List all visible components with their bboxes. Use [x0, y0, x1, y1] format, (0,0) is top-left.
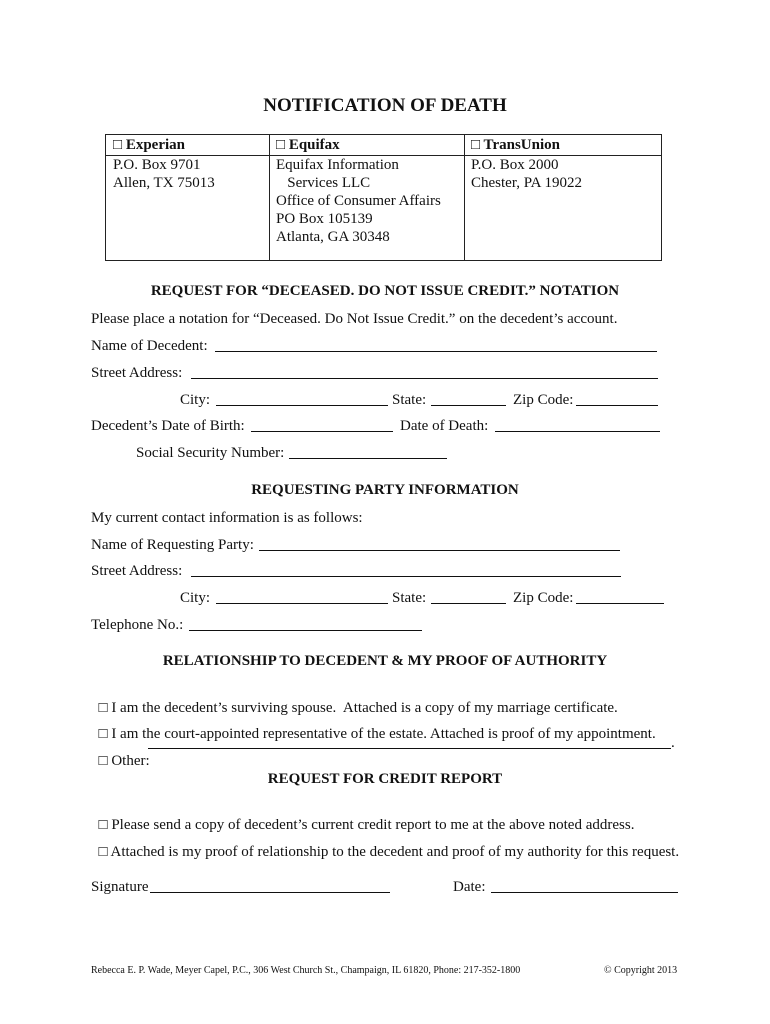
decedent-zip-field[interactable]	[576, 391, 658, 406]
telephone-field[interactable]	[189, 616, 422, 631]
other-period: .	[671, 735, 675, 751]
checkbox-icon[interactable]: □	[113, 137, 123, 153]
requester-zip-field[interactable]	[576, 589, 664, 604]
requester-street-field[interactable]	[191, 562, 621, 577]
section-heading-credit-report: REQUEST FOR CREDIT REPORT	[267, 771, 503, 787]
other-relationship-field[interactable]	[148, 734, 671, 749]
option-label: I am the decedent’s surviving spouse. Attached is a copy of my marriage certificate.	[111, 700, 618, 716]
requester-city-label: City:	[180, 590, 211, 606]
decedent-name-field[interactable]	[215, 337, 657, 352]
decedent-city-label: City:	[180, 392, 211, 408]
decedent-state-field[interactable]	[431, 391, 506, 406]
decedent-name-label: Name of Decedent:	[91, 338, 208, 354]
address-line: P.O. Box 2000	[471, 157, 559, 173]
checkbox-icon[interactable]: □	[98, 817, 108, 833]
equifax-checkbox-label[interactable]	[276, 136, 340, 154]
experian-checkbox-label[interactable]	[113, 136, 185, 154]
decedent-dod-field[interactable]	[495, 417, 660, 432]
bureau-name: Equifax	[288, 137, 340, 153]
date-field[interactable]	[491, 878, 678, 893]
decedent-state-label: State:	[392, 392, 427, 408]
section-heading-notation: REQUEST FOR “DECEASED. DO NOT ISSUE CREDIT.” NOTATION	[150, 283, 620, 299]
decedent-dob-label: Decedent’s Date of Birth:	[91, 418, 245, 434]
decedent-dob-field[interactable]	[251, 417, 393, 432]
requester-name-field[interactable]	[259, 536, 620, 551]
checkbox-icon[interactable]: □	[276, 137, 286, 153]
checkbox-icon[interactable]: □	[98, 700, 108, 716]
checkbox-icon[interactable]: □	[471, 137, 481, 153]
requester-name-label: Name of Requesting Party:	[91, 537, 254, 553]
signature-field[interactable]	[150, 878, 390, 893]
requester-state-label: State:	[392, 590, 427, 606]
decedent-street-label: Street Address:	[91, 365, 183, 381]
address-line: Services LLC	[276, 175, 371, 191]
requester-zip-label: Zip Code:	[513, 590, 574, 606]
option-label: Attached is my proof of relationship to the decedent and proof of my authority for this request.	[110, 844, 680, 860]
ssn-field[interactable]	[289, 444, 447, 459]
footer-author: Rebecca E. P. Wade, Meyer Capel, P.C., 306 West Church St., Champaign, IL 61820, Phone: 217-352-1800	[91, 965, 521, 976]
address-line: Office of Consumer Affairs	[276, 193, 441, 209]
address-line: Chester, PA 19022	[471, 175, 582, 191]
option-label: I am the court-appointed representative of the estate. Attached is proof of my appointment.	[111, 726, 656, 742]
transunion-checkbox-label[interactable]	[471, 136, 560, 154]
checkbox-icon[interactable]: □	[98, 726, 108, 742]
bureau-table	[105, 134, 662, 261]
decedent-dod-label: Date of Death:	[400, 418, 489, 434]
section-heading-relationship: RELATIONSHIP TO DECEDENT & MY PROOF OF AUTHORITY	[162, 653, 608, 669]
page-title: NOTIFICATION OF DEATH	[263, 95, 507, 116]
option-label: Please send a copy of decedent’s current credit report to me at the above noted address.	[111, 817, 635, 833]
footer-copyright: © Copyright 2013	[604, 965, 678, 976]
date-label: Date:	[453, 879, 486, 895]
section-heading-requesting-party: REQUESTING PARTY INFORMATION	[251, 482, 519, 498]
option-label: Other:	[111, 753, 150, 769]
signature-label: Signature	[91, 879, 149, 895]
requester-state-field[interactable]	[431, 589, 506, 604]
bureau-name: Experian	[125, 137, 185, 153]
ssn-label: Social Security Number:	[136, 445, 285, 461]
address-line: PO Box 105139	[276, 211, 373, 227]
address-line: Atlanta, GA 30348	[276, 229, 390, 245]
requester-city-field[interactable]	[216, 589, 388, 604]
bureau-equifax	[269, 135, 465, 260]
address-line: Equifax Information	[276, 157, 399, 173]
address-line: Allen, TX 75013	[113, 175, 215, 191]
telephone-label: Telephone No.:	[91, 617, 184, 633]
decedent-zip-label: Zip Code:	[513, 392, 574, 408]
option-other[interactable]	[91, 734, 150, 770]
checkbox-icon[interactable]: □	[98, 753, 108, 769]
checkbox-icon[interactable]: □	[98, 844, 108, 860]
decedent-street-field[interactable]	[191, 364, 658, 379]
requesting-intro: My current contact information is as follows:	[91, 510, 363, 526]
bureau-experian	[106, 135, 270, 260]
decedent-city-field[interactable]	[216, 391, 388, 406]
bureau-name: TransUnion	[483, 137, 560, 153]
address-line: P.O. Box 9701	[113, 157, 201, 173]
requester-street-label: Street Address:	[91, 563, 183, 579]
notation-intro: Please place a notation for “Deceased. Do Not Issue Credit.” on the decedent’s account.	[91, 311, 618, 327]
bureau-transunion	[464, 135, 661, 260]
option-attached-proof[interactable]	[91, 825, 679, 861]
